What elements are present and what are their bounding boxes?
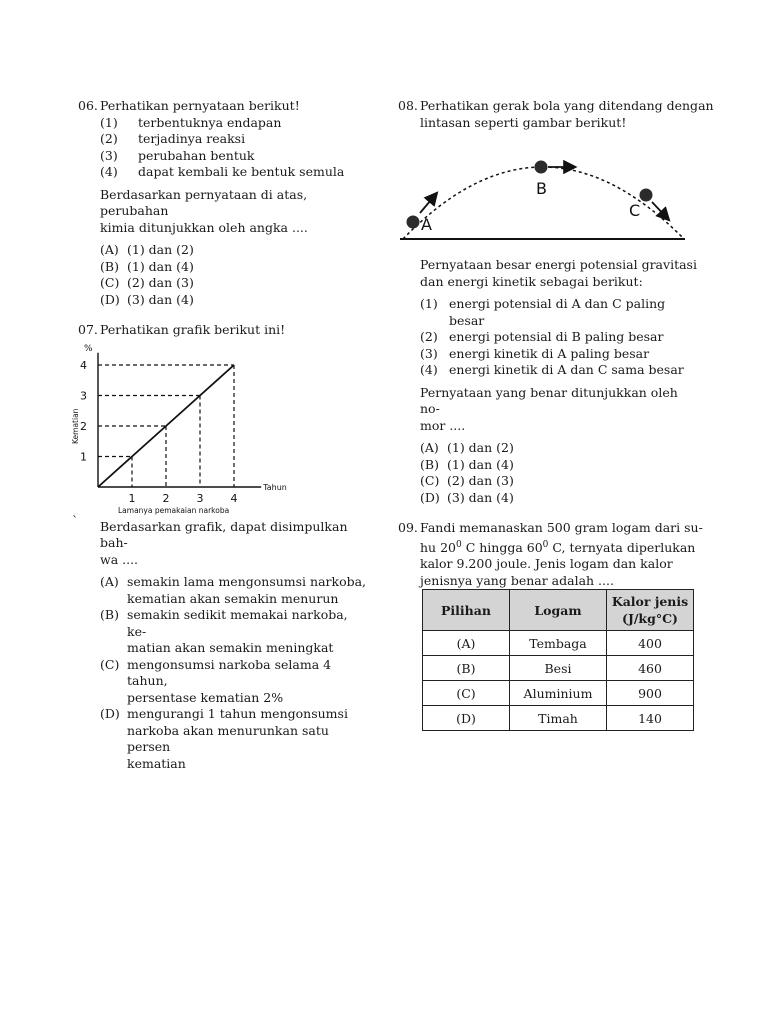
question-line: kimia ditunjukkan oleh angka .... [100,219,308,235]
question-prompt: Perhatikan gerak bola yang ditendang dengan [420,98,714,113]
statement-label: (4) [100,164,118,179]
question-line: dan energi kinetik sebagai berikut: [420,273,643,289]
answer-option-a[interactable] [100,574,370,607]
left-column [71,98,370,772]
x-tick-label: 2 [162,491,170,505]
statement-text: energi potensial di B paling besar [449,329,664,344]
y-unit-label: % [84,343,93,354]
label-b: B [536,179,547,198]
option-text: (2) dan (3) [447,473,514,488]
option-text: semakin sedikit memakai narkoba, ke- [127,607,348,639]
statement-text: energi kinetik di A dan C sama besar [449,362,684,377]
superscript: 0 [455,539,462,550]
y-tick-label: 1 [80,450,87,463]
question-07 [71,322,370,772]
question-text [398,257,698,290]
x-unit-label: Tahun [263,482,287,492]
answer-option-c[interactable] [420,473,698,490]
option-text: narkoba akan menurunkan satu persen [127,722,329,754]
table-header-row [423,590,694,631]
table-cell: 460 [607,656,694,681]
option-text: kematian [127,755,186,771]
option-text: (1) dan (4) [447,456,514,472]
option-text: persentase kematian 2% [127,689,284,705]
option-label: (B) [100,607,119,622]
question-prompt: Perhatikan pernyataan berikut! [100,98,300,113]
option-label: (D) [420,489,440,505]
statement-label: (2) [100,131,118,146]
table-cell: Besi [510,656,607,681]
question-prompt: lintasan seperti gambar berikut! [420,114,627,130]
table-row [423,681,694,706]
statement-text: perubahan bentuk [138,147,255,163]
option-text: (2) dan (3) [127,275,194,290]
column-header-line: Kalor jenis [611,594,689,610]
option-text: semakin lama mengonsumsi narkoba, [127,574,367,589]
statement-label: (3) [420,345,438,361]
table-cell: Aluminium [510,681,607,706]
option-text: kematian akan semakin menurun [127,590,339,606]
table-row [423,656,694,681]
option-label: (A) [420,440,439,455]
question-line: Berdasarkan pernyataan di atas, perubahan [100,186,308,218]
table-row [423,706,694,731]
table-cell: 400 [607,631,694,656]
label-a: A [421,215,432,234]
table-cell: (C) [423,681,510,706]
question-line: Berdasarkan grafik, dapat disimpulkan bah- [100,518,348,550]
question-line: Pernyataan yang benar ditunjukkan oleh no- [420,384,678,416]
question-line [398,537,698,557]
answer-option-a[interactable] [100,242,370,259]
option-label: (D) [100,291,120,307]
statement-label: (1) [100,114,118,130]
label-c: C [629,201,641,220]
column-header-line: (J/kg°C) [622,611,678,627]
statement-text: dapat kembali ke bentuk semula [138,164,345,179]
option-label: (A) [100,574,119,589]
question-09 [398,520,703,731]
question-08 [398,98,714,506]
table-cell: (A) [423,631,510,656]
right-column [398,98,714,731]
text-span: C hingga 60 [461,539,543,555]
y-tick-label: 4 [80,358,87,372]
question-line: kalor 9.200 joule. Jenis logam dan kalor [420,556,673,572]
table-row [423,631,694,656]
table-cell: (B) [423,656,510,681]
question-06 [78,98,370,308]
question-number: 08. [398,98,418,113]
text-span: hu 20 [420,539,456,555]
y-tick-label: 2 [80,419,87,433]
question-line: mor .... [420,417,466,433]
x-axis-title: Lamanya pemakaian narkoba [118,505,230,515]
column-header [607,590,694,631]
option-label: (A) [100,242,119,257]
superscript: 0 [542,539,549,550]
option-label: (C) [100,275,120,290]
statement-text: energi potensial di A dan C paling besar [449,296,666,328]
statement-label: (2) [420,329,438,344]
question-prompt: Perhatikan grafik berikut ini! [100,322,286,337]
option-text: (3) dan (4) [127,291,194,307]
ball-b-icon [535,161,548,174]
arrow-c-icon [652,202,668,219]
option-text: mengonsumsi narkoba selama 4 tahun, [127,656,332,688]
y-tick-label: 3 [80,389,87,402]
statement-label: (4) [420,362,438,377]
question-number: 07. [78,322,98,337]
statement-text: terbentuknya endapan [138,114,282,130]
table-cell: (D) [423,706,510,731]
question-line: wa .... [100,551,139,567]
option-label: (C) [420,473,440,488]
column-header: Logam [510,590,607,631]
metal-table [422,589,694,731]
table-cell: Tembaga [510,631,607,656]
x-tick-label: 4 [230,491,238,505]
x-tick-label: 1 [128,491,136,505]
question-line: Pernyataan besar energi potensial gravitasi [420,257,697,272]
table-cell: 900 [607,681,694,706]
answer-option-b[interactable] [420,457,698,474]
option-text: (1) dan (4) [127,258,194,274]
option-text: (3) dan (4) [447,489,514,505]
statement-text: terjadinya reaksi [138,131,246,146]
option-text: (1) dan (2) [447,440,514,455]
y-axis-title: Kematian [71,408,80,444]
answer-option-d[interactable] [100,706,370,772]
answer-option-d[interactable] [100,292,370,309]
option-label: (C) [100,656,120,672]
answer-option-c[interactable] [100,657,370,707]
column-header: Pilihan [423,590,510,631]
x-tick-label: 3 [196,491,204,505]
option-label: (D) [100,706,120,721]
arrow-a-icon [420,194,436,213]
trajectory-path [403,167,684,239]
answer-option-b[interactable] [100,607,370,657]
option-text: (1) dan (2) [127,242,194,257]
answer-option-d[interactable] [420,490,698,507]
line-chart [68,341,308,519]
question-number: 09. [398,520,418,535]
question-number: 06. [78,98,98,113]
answer-option-c[interactable] [100,275,370,292]
option-label: (B) [100,258,119,274]
projectile-diagram [398,131,698,243]
table-cell: Timah [510,706,607,731]
answer-option-a[interactable] [420,440,698,457]
option-text: mengurangi 1 tahun mengonsumsi [127,706,348,721]
option-text: matian akan semakin meningkat [127,640,334,655]
table-cell: 140 [607,706,694,731]
question-line: jenisnya yang benar adalah .... [420,572,614,588]
question-line: Fandi memanaskan 500 gram logam dari su- [420,520,703,535]
stray-mark: ` [72,512,79,528]
statement-label: (1) [420,296,438,311]
question-text [78,187,370,237]
option-label: (B) [420,456,439,472]
ball-c-icon [640,189,653,202]
question-text [398,385,698,435]
ball-a-icon [407,216,420,229]
text-span: C, ternyata diperlukan [548,539,696,555]
statement-text: energi kinetik di A paling besar [449,345,650,361]
answer-option-b[interactable] [100,259,370,276]
statement-label: (3) [100,147,118,163]
